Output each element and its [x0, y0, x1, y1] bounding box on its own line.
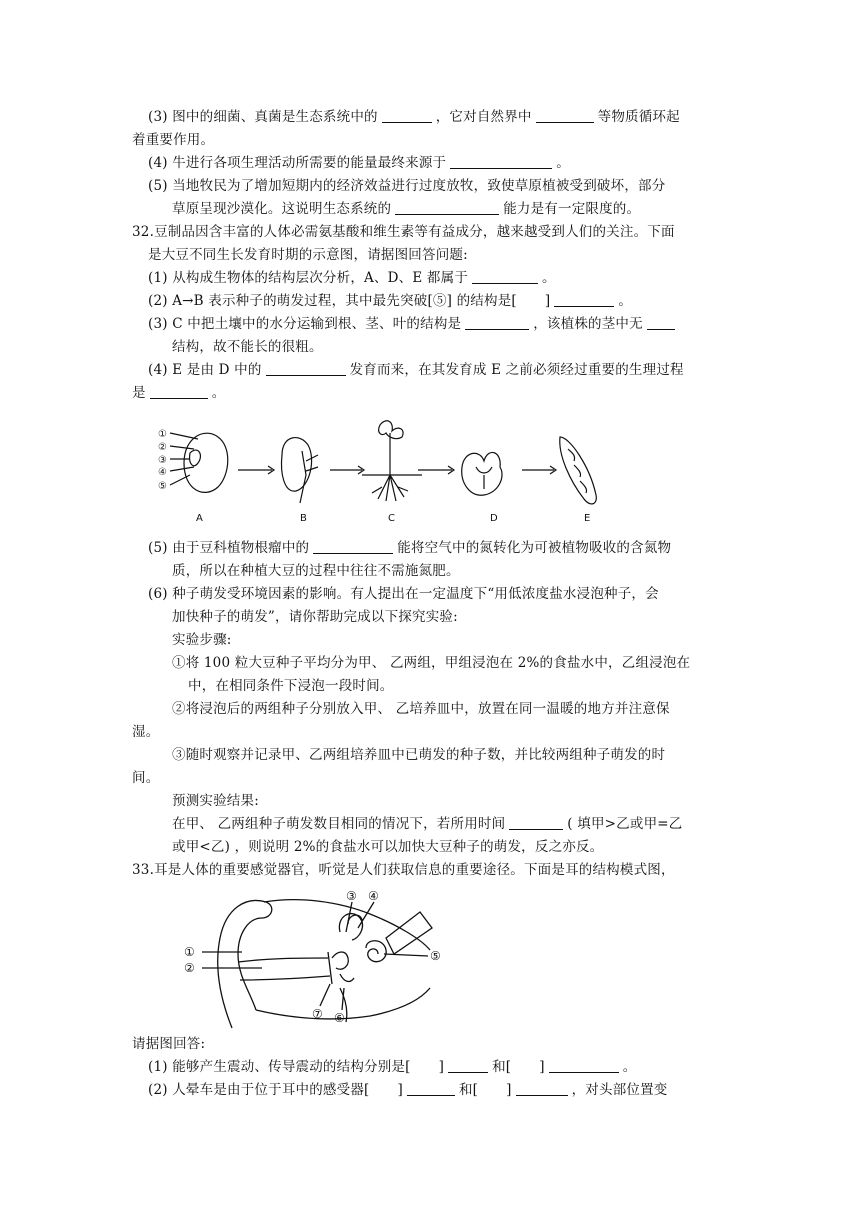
ear-canal	[238, 958, 330, 980]
q33-item2: (2) 人晕车是由于位于耳中的感受器[ ] 和[ ] ，对头部位置变	[148, 1082, 668, 1098]
flower-d-inner	[476, 467, 492, 489]
q32-item3-line2: 结构，故不能长的很粗。	[172, 339, 323, 355]
seed-part-label: ②	[158, 442, 167, 453]
answer-blank[interactable]	[150, 385, 208, 399]
q32-intro-line2: 是大豆不同生长发育时期的示意图，请据图回答问题:	[148, 247, 468, 263]
answer-blank[interactable]	[266, 362, 346, 376]
pod-e-outline	[560, 437, 597, 504]
steps-title: 实验步骤:	[172, 632, 232, 648]
answer-blank[interactable]	[509, 816, 563, 830]
soybean-growth-figure	[150, 415, 630, 530]
answer-blank[interactable]	[313, 540, 393, 554]
seed-a-embryo	[190, 450, 201, 466]
answer-blank[interactable]	[554, 293, 614, 307]
q31-item5-line2: 草原呈现沙漠化。这说明生态系统的 能力是有一定限度的。	[172, 201, 641, 217]
predict-title: 预测实验结果:	[172, 793, 259, 809]
q33-intro: 33.耳是人体的重要感觉器官，听觉是人们获取信息的重要途径。下面是耳的结构模式图，	[132, 862, 675, 878]
ear-label: ⑥	[334, 1011, 345, 1025]
ear-label: ④	[368, 889, 379, 903]
ear-structure-figure	[180, 888, 450, 1030]
ear-label: ②	[184, 961, 195, 975]
flower-d-petals	[462, 452, 502, 495]
figure-label-c: C	[388, 513, 395, 524]
q32-intro-line1: 32.豆制品因含丰富的人体必需氨基酸和维生素等有益成分，越来越受到人们的关注。下面	[132, 224, 675, 240]
seed-part-label: ①	[158, 429, 167, 440]
figure-label-e: E	[584, 513, 591, 524]
answer-blank[interactable]	[647, 316, 675, 330]
q31-item5-line1: (5) 当地牧民为了增加短期内的经济效益进行过度放牧，致使草原植被受到破坏，部分	[148, 178, 666, 194]
ear-label: ⑤	[430, 949, 441, 963]
seed-b-outline	[282, 438, 312, 492]
q32-item5-line2: 质，所以在种植大豆的过程中往往不需施氮肥。	[172, 563, 460, 579]
q33-item1: (1) 能够产生震动、传导震动的结构分别是[ ] 和[ ] 。	[148, 1059, 637, 1075]
ear-label: ①	[184, 945, 195, 959]
seedling-c-leaves	[379, 421, 403, 439]
q32-item6-line1: (6) 种子萌发受环境因素的影响。有人提出在一定温度下“用低浓度盐水浸泡种子，会	[148, 586, 659, 602]
step-1-line2: 中，在相同条件下浸泡一段时间。	[188, 678, 394, 694]
predict-line2: 或甲<乙) ，则说明 2%的食盐水可以加快大豆种子的萌发，反之亦反。	[172, 839, 604, 855]
step-2-line2: 湿。	[132, 724, 160, 740]
figure-label-d: D	[490, 513, 498, 524]
pod-e-seeds	[568, 449, 587, 493]
seed-part-label: ⑤	[158, 481, 167, 492]
answer-blank[interactable]	[465, 316, 529, 330]
step-2-line1: ②将浸泡后的两组种子分别放入甲、 乙培养皿中，放置在同一温暖的地方并注意保	[172, 701, 670, 717]
answer-blank[interactable]	[536, 109, 594, 123]
q33-ask: 请据图回答:	[132, 1036, 206, 1052]
answer-blank[interactable]	[395, 201, 499, 215]
q32-item4-line2: 是 。	[132, 385, 226, 401]
q32-item6-line2: 加快种子的萌发”，请你帮助完成以下探究实验:	[172, 609, 458, 625]
q32-item3-line1: (3) C 中把土壤中的水分运输到根、茎、叶的结构是 ，该植株的茎中无	[148, 316, 679, 333]
predict-line1: 在甲、 乙两组种子萌发数目相同的情况下，若所用时间 ( 填甲>乙或甲=乙	[172, 816, 683, 832]
q32-item1: (1) 从构成生物体的结构层次分析，A、D、E 都属于 。	[148, 270, 556, 286]
ear-cochlea	[366, 941, 386, 962]
answer-blank[interactable]	[448, 1059, 488, 1073]
answer-blank[interactable]	[516, 1082, 568, 1096]
q31-item3-line2: 着重要作用。	[132, 132, 215, 148]
seed-part-label: ③	[158, 455, 167, 466]
q32-item4-line1: (4) E 是由 D 中的 发育而来，在其发育成 E 之前必须经过重要的生理过程	[148, 362, 684, 378]
step-3-line1: ③随时观察并记录甲、乙两组培养皿中已萌发的种子数，并比较两组种子萌发的时	[172, 747, 666, 763]
answer-blank[interactable]	[472, 270, 538, 284]
seed-part-label: ④	[158, 467, 167, 478]
q32-item5-line1: (5) 由于豆科植物根瘤中的 能将空气中的氮转化为可被植物吸收的含氮物	[148, 540, 672, 556]
answer-blank[interactable]	[382, 109, 432, 123]
q31-item4: (4) 牛进行各项生理活动所需要的能量最终来源于 。	[148, 155, 570, 171]
answer-blank[interactable]	[407, 1082, 455, 1096]
ear-drum	[328, 952, 332, 984]
figure-label-a: A	[196, 513, 203, 524]
q31-item3-line1: (3) 图中的细菌、真菌是生态系统中的 ，它对自然界中 等物质循环起	[148, 109, 680, 125]
step-1-line1: ①将 100 粒大豆种子平均分为甲、 乙两组，甲组浸泡在 2%的食盐水中，乙组浸泡在	[172, 655, 691, 671]
q32-item2: (2) A→B 表示种子的萌发过程，其中最先突破[⑤] 的结构是[ ] 。	[148, 293, 633, 309]
ear-label: ③	[346, 889, 357, 903]
step-3-line2: 间。	[132, 770, 160, 786]
answer-blank[interactable]	[450, 155, 552, 169]
answer-blank[interactable]	[549, 1059, 619, 1073]
ear-ossicles	[332, 952, 354, 981]
ear-outer-pinna	[218, 901, 272, 1029]
figure-label-b: B	[300, 513, 307, 524]
seedling-c-roots	[372, 475, 408, 501]
ear-label: ⑦	[312, 1007, 323, 1021]
